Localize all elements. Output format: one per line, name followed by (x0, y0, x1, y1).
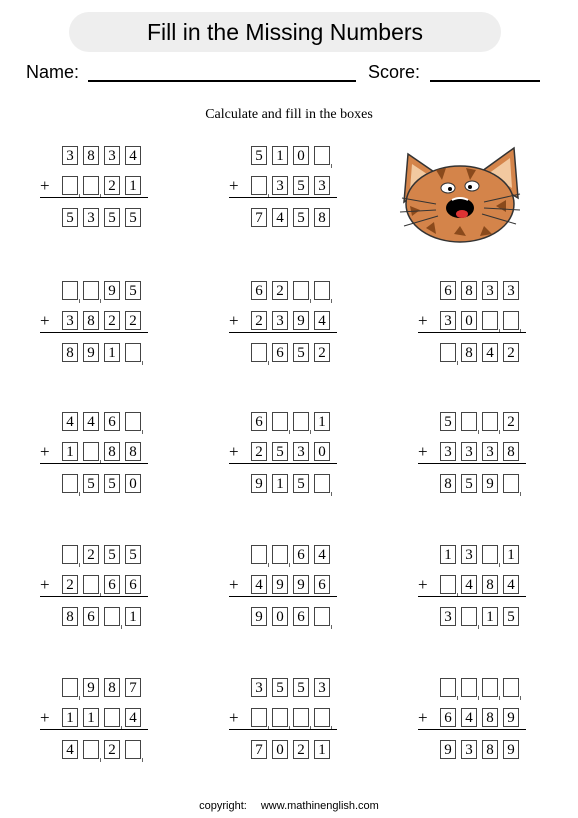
digit-box: 8 (83, 146, 99, 165)
answer-box[interactable] (482, 678, 498, 697)
addend-bottom-row (418, 575, 538, 597)
answer-box[interactable] (62, 281, 78, 300)
sum-row (418, 343, 538, 365)
answer-box[interactable] (314, 607, 330, 626)
answer-box[interactable] (104, 708, 120, 727)
answer-box[interactable] (125, 740, 141, 759)
sum-divider-line (418, 332, 526, 333)
digit-box: 2 (104, 311, 120, 330)
addend-bottom-row (40, 176, 160, 198)
digit-box: 6 (293, 607, 309, 626)
plus-sign: + (40, 176, 50, 195)
digit-box: 2 (503, 412, 519, 431)
addend-top-row (229, 281, 349, 303)
digit-box: 4 (272, 208, 288, 227)
digit-box: 9 (83, 678, 99, 697)
sum-divider-line (418, 729, 526, 730)
answer-box[interactable] (251, 708, 267, 727)
addend-top-row (418, 678, 538, 700)
plus-sign: + (40, 311, 50, 330)
digit-box: 0 (293, 146, 309, 165)
digit-box: 9 (440, 740, 456, 759)
answer-box[interactable] (482, 311, 498, 330)
addition-problem (229, 412, 349, 494)
digit-box: 5 (272, 678, 288, 697)
digit-box: 4 (314, 545, 330, 564)
digit-box: 3 (293, 442, 309, 461)
sum-divider-line (40, 463, 148, 464)
answer-box[interactable] (251, 545, 267, 564)
digit-box: 1 (272, 474, 288, 493)
digit-box: 8 (461, 281, 477, 300)
name-label: Name: (26, 62, 80, 82)
digit-box: 7 (251, 740, 267, 759)
sum-divider-line (40, 332, 148, 333)
answer-box[interactable] (461, 412, 477, 431)
sum-divider-line (40, 197, 148, 198)
digit-box: 3 (482, 442, 498, 461)
digit-box: 4 (251, 575, 267, 594)
addition-problem (418, 281, 538, 363)
answer-box[interactable] (293, 281, 309, 300)
answer-box[interactable] (503, 311, 519, 330)
sum-divider-line (418, 463, 526, 464)
addend-top-row (40, 412, 160, 434)
student-info-row (26, 60, 552, 86)
addend-bottom-row (40, 442, 160, 464)
footer (0, 800, 578, 812)
sum-divider-line (229, 197, 337, 198)
addend-bottom-row (229, 442, 349, 464)
addition-problem (40, 678, 160, 760)
plus-sign: + (229, 708, 239, 727)
answer-box[interactable] (314, 708, 330, 727)
addend-bottom-row (40, 575, 160, 597)
digit-box: 2 (125, 311, 141, 330)
sum-divider-line (229, 729, 337, 730)
answer-box[interactable] (293, 412, 309, 431)
digit-box: 5 (104, 545, 120, 564)
digit-box: 3 (314, 176, 330, 195)
addend-top-row (229, 545, 349, 567)
digit-box: 8 (83, 311, 99, 330)
digit-box: 3 (104, 146, 120, 165)
digit-box: 1 (125, 176, 141, 195)
digit-box: 9 (251, 607, 267, 626)
addend-bottom-row (229, 575, 349, 597)
sum-divider-line (229, 332, 337, 333)
answer-box[interactable] (83, 281, 99, 300)
plus-sign: + (229, 311, 239, 330)
digit-box: 1 (482, 607, 498, 626)
digit-box: 9 (272, 575, 288, 594)
plus-sign: + (229, 442, 239, 461)
digit-box: 5 (125, 281, 141, 300)
answer-box[interactable] (293, 708, 309, 727)
answer-box[interactable] (125, 412, 141, 431)
digit-box: 9 (83, 343, 99, 362)
answer-box[interactable] (83, 442, 99, 461)
addend-top-row (229, 412, 349, 434)
digit-box: 3 (482, 281, 498, 300)
digit-box: 6 (125, 575, 141, 594)
digit-box: 9 (482, 474, 498, 493)
answer-box[interactable] (440, 343, 456, 362)
addition-problem (418, 545, 538, 627)
digit-box: 1 (62, 442, 78, 461)
plus-sign: + (418, 311, 428, 330)
digit-box: 2 (83, 545, 99, 564)
digit-box: 0 (314, 442, 330, 461)
digit-box: 1 (314, 412, 330, 431)
digit-box: 3 (272, 176, 288, 195)
addition-problem (40, 146, 160, 228)
answer-box[interactable] (62, 176, 78, 195)
digit-box: 3 (461, 442, 477, 461)
digit-box: 5 (293, 678, 309, 697)
digit-box: 8 (125, 442, 141, 461)
digit-box: 5 (293, 474, 309, 493)
digit-box: 7 (125, 678, 141, 697)
addition-problem (229, 678, 349, 760)
digit-box: 3 (503, 281, 519, 300)
answer-box[interactable] (125, 343, 141, 362)
digit-box: 4 (314, 311, 330, 330)
answer-box[interactable] (251, 343, 267, 362)
score-field[interactable] (430, 80, 540, 82)
digit-box: 5 (293, 176, 309, 195)
digit-box: 1 (440, 545, 456, 564)
sum-row (40, 740, 160, 762)
digit-box: 2 (293, 740, 309, 759)
digit-box: 9 (251, 474, 267, 493)
answer-box[interactable] (83, 176, 99, 195)
addend-top-row (40, 146, 160, 168)
digit-box: 2 (251, 442, 267, 461)
digit-box: 8 (482, 575, 498, 594)
addend-top-row (418, 412, 538, 434)
digit-box: 4 (461, 575, 477, 594)
digit-box: 2 (314, 343, 330, 362)
plus-sign: + (418, 442, 428, 461)
digit-box: 3 (272, 311, 288, 330)
plus-sign: + (229, 575, 239, 594)
addend-bottom-row (40, 708, 160, 730)
answer-box[interactable] (272, 708, 288, 727)
digit-box: 3 (314, 678, 330, 697)
digit-box: 2 (503, 343, 519, 362)
addition-problem (40, 412, 160, 494)
digit-box: 0 (461, 311, 477, 330)
sum-row (40, 607, 160, 629)
digit-box: 5 (293, 343, 309, 362)
addend-bottom-row (418, 708, 538, 730)
addend-bottom-row (418, 442, 538, 464)
digit-box: 1 (272, 146, 288, 165)
digit-box: 8 (482, 708, 498, 727)
digit-box: 3 (62, 311, 78, 330)
digit-box: 8 (62, 607, 78, 626)
digit-box: 3 (440, 442, 456, 461)
addend-top-row (40, 545, 160, 567)
digit-box: 4 (62, 740, 78, 759)
addend-bottom-row (229, 708, 349, 730)
digit-box: 3 (440, 311, 456, 330)
answer-box[interactable] (314, 474, 330, 493)
addend-top-row (418, 281, 538, 303)
worksheet-title: Fill in the Missing Numbers (69, 12, 501, 52)
score-label: Score: (368, 62, 421, 82)
sum-row (40, 208, 160, 230)
answer-box[interactable] (62, 678, 78, 697)
digit-box: 3 (83, 208, 99, 227)
digit-box: 2 (104, 740, 120, 759)
plus-sign: + (229, 176, 239, 195)
digit-box: 5 (503, 607, 519, 626)
digit-box: 1 (314, 740, 330, 759)
addend-top-row (40, 678, 160, 700)
sum-row (418, 474, 538, 496)
digit-box: 8 (104, 442, 120, 461)
digit-box: 3 (440, 607, 456, 626)
digit-box: 3 (461, 545, 477, 564)
sum-divider-line (40, 729, 148, 730)
digit-box: 5 (104, 208, 120, 227)
digit-box: 4 (461, 708, 477, 727)
digit-box: 5 (251, 146, 267, 165)
digit-box: 8 (440, 474, 456, 493)
answer-box[interactable] (83, 740, 99, 759)
sum-row (229, 740, 349, 762)
digit-box: 8 (482, 740, 498, 759)
digit-box: 6 (272, 343, 288, 362)
digit-box: 1 (125, 607, 141, 626)
digit-box: 4 (482, 343, 498, 362)
answer-box[interactable] (83, 575, 99, 594)
digit-box: 8 (62, 343, 78, 362)
digit-box: 6 (293, 545, 309, 564)
digit-box: 6 (104, 412, 120, 431)
digit-box: 9 (293, 575, 309, 594)
answer-box[interactable] (482, 545, 498, 564)
digit-box: 4 (125, 708, 141, 727)
plus-sign: + (418, 708, 428, 727)
sum-divider-line (418, 596, 526, 597)
addition-problem (418, 678, 538, 760)
digit-box: 8 (104, 678, 120, 697)
digit-box: 4 (83, 412, 99, 431)
addend-bottom-row (418, 311, 538, 333)
digit-box: 5 (104, 474, 120, 493)
digit-box: 1 (62, 708, 78, 727)
digit-box: 1 (503, 545, 519, 564)
addend-top-row (229, 146, 349, 168)
answer-box[interactable] (251, 176, 267, 195)
digit-box: 2 (251, 311, 267, 330)
sum-row (229, 208, 349, 230)
name-field[interactable] (88, 80, 356, 82)
digit-box: 4 (503, 575, 519, 594)
cartoon-cat-face-icon (396, 144, 522, 244)
digit-box: 6 (440, 281, 456, 300)
sum-divider-line (229, 463, 337, 464)
digit-box: 6 (251, 412, 267, 431)
digit-box: 9 (104, 281, 120, 300)
instructions-text: Calculate and fill in the boxes (205, 107, 373, 122)
answer-box[interactable] (461, 607, 477, 626)
answer-box[interactable] (314, 281, 330, 300)
digit-box: 3 (461, 740, 477, 759)
digit-box: 3 (62, 146, 78, 165)
digit-box: 0 (272, 740, 288, 759)
answer-box[interactable] (62, 545, 78, 564)
sum-row (229, 343, 349, 365)
sum-row (229, 607, 349, 629)
digit-box: 4 (62, 412, 78, 431)
answer-box[interactable] (62, 474, 78, 493)
addition-problem (418, 412, 538, 494)
copyright-label: copyright: (199, 800, 247, 812)
digit-box: 8 (503, 442, 519, 461)
website-link[interactable]: www.mathinenglish.com (260, 800, 379, 812)
answer-box[interactable] (272, 412, 288, 431)
addition-problem (229, 146, 349, 228)
sum-row (418, 740, 538, 762)
digit-box: 3 (251, 678, 267, 697)
digit-box: 0 (272, 607, 288, 626)
sum-row (40, 343, 160, 365)
answer-box[interactable] (104, 607, 120, 626)
digit-box: 5 (293, 208, 309, 227)
plus-sign: + (418, 575, 428, 594)
plus-sign: + (40, 575, 50, 594)
addend-top-row (418, 545, 538, 567)
addend-top-row (229, 678, 349, 700)
digit-box: 2 (272, 281, 288, 300)
digit-box: 5 (83, 474, 99, 493)
digit-box: 4 (125, 146, 141, 165)
addition-problem (40, 281, 160, 363)
digit-box: 9 (293, 311, 309, 330)
digit-box: 6 (440, 708, 456, 727)
addition-problem (229, 281, 349, 363)
sum-row (40, 474, 160, 496)
sum-divider-line (40, 596, 148, 597)
answer-box[interactable] (314, 146, 330, 165)
sum-row (418, 607, 538, 629)
sum-divider-line (229, 596, 337, 597)
answer-box[interactable] (272, 545, 288, 564)
answer-box[interactable] (440, 678, 456, 697)
digit-box: 9 (503, 740, 519, 759)
addition-problem (40, 545, 160, 627)
answer-box[interactable] (503, 474, 519, 493)
digit-box: 6 (83, 607, 99, 626)
digit-box: 5 (62, 208, 78, 227)
answer-box[interactable] (503, 678, 519, 697)
digit-box: 5 (440, 412, 456, 431)
sum-row (229, 474, 349, 496)
answer-box[interactable] (461, 678, 477, 697)
digit-box: 1 (83, 708, 99, 727)
digit-box: 6 (104, 575, 120, 594)
digit-box: 7 (251, 208, 267, 227)
digit-box: 5 (125, 208, 141, 227)
answer-box[interactable] (482, 412, 498, 431)
digit-box: 8 (461, 343, 477, 362)
digit-box: 5 (461, 474, 477, 493)
digit-box: 2 (104, 176, 120, 195)
plus-sign: + (40, 442, 50, 461)
digit-box: 9 (503, 708, 519, 727)
addend-bottom-row (229, 311, 349, 333)
answer-box[interactable] (440, 575, 456, 594)
digit-box: 2 (62, 575, 78, 594)
addend-bottom-row (40, 311, 160, 333)
plus-sign: + (40, 708, 50, 727)
digit-box: 0 (125, 474, 141, 493)
addend-bottom-row (229, 176, 349, 198)
digit-box: 6 (251, 281, 267, 300)
digit-box: 1 (104, 343, 120, 362)
addition-problem (229, 545, 349, 627)
digit-box: 5 (125, 545, 141, 564)
digit-box: 6 (314, 575, 330, 594)
digit-box: 5 (272, 442, 288, 461)
digit-box: 8 (314, 208, 330, 227)
addend-top-row (40, 281, 160, 303)
